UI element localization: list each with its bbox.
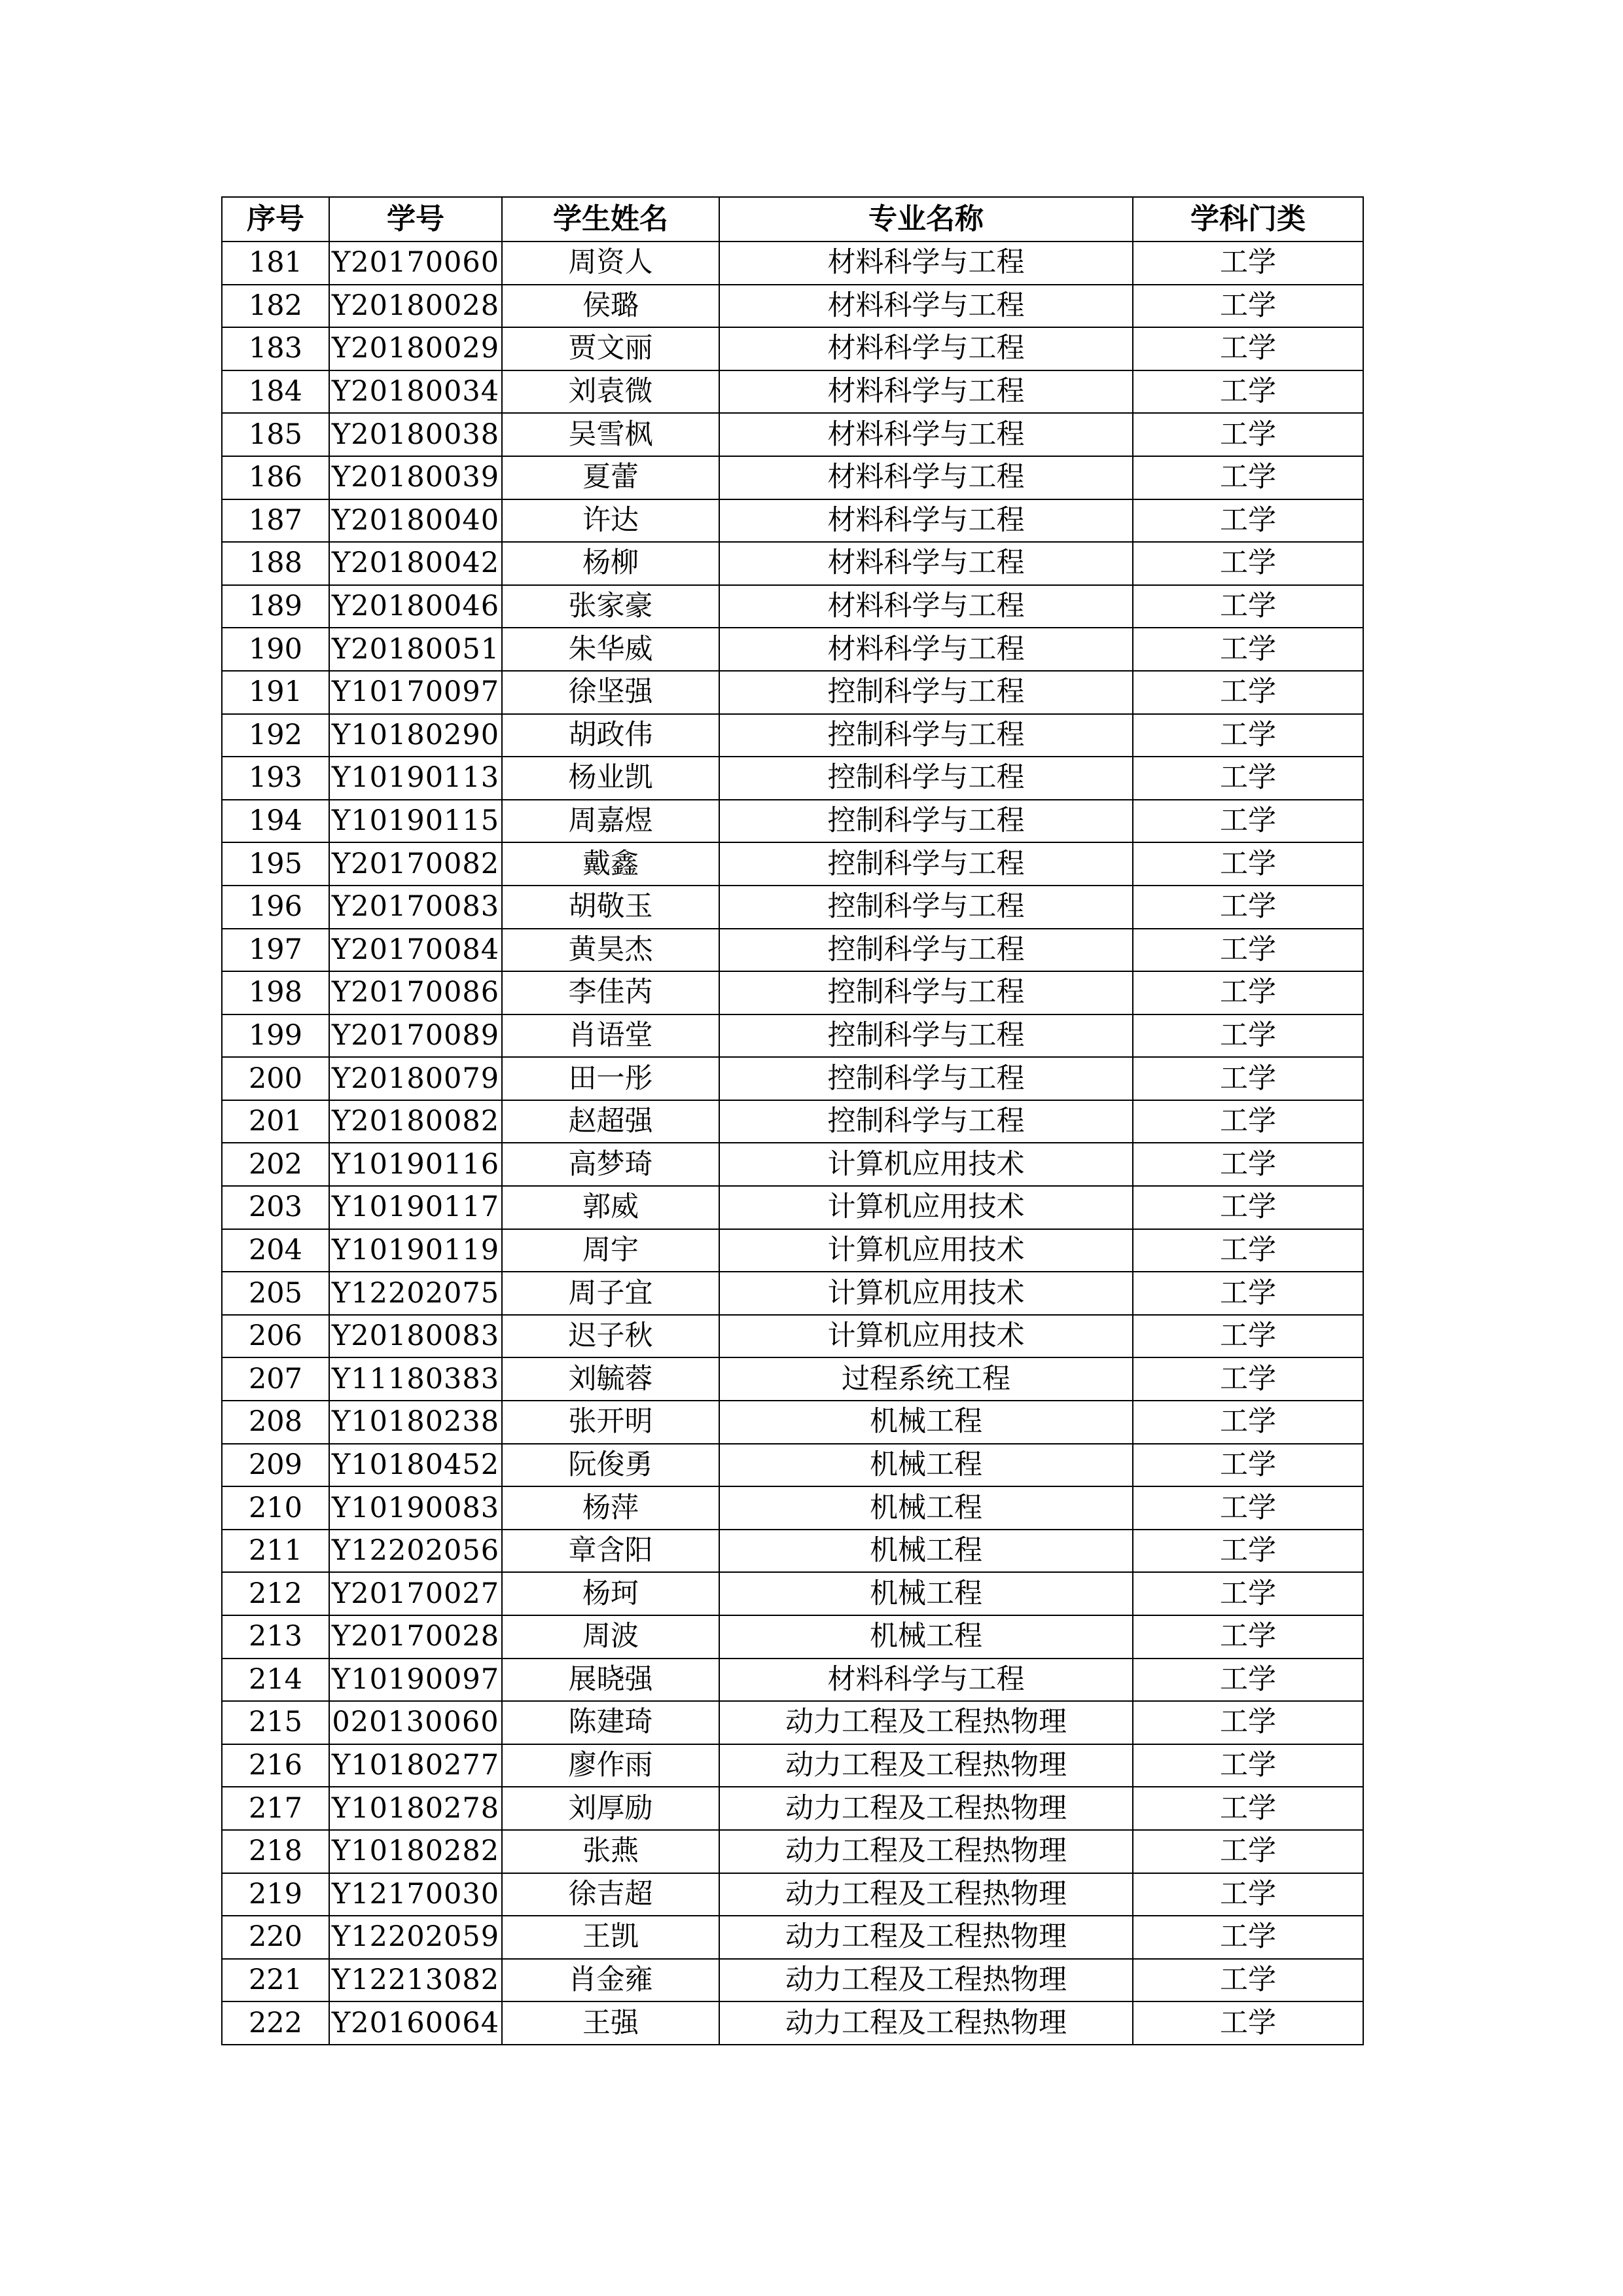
cell-seq: 220 (222, 1916, 329, 1959)
cell-student-id: Y10180277 (329, 1744, 502, 1787)
table-row (222, 1401, 1363, 1444)
cell-student-id: 020130060 (329, 1701, 502, 1744)
cell-major: 控制科学与工程 (719, 971, 1133, 1014)
cell-seq: 211 (222, 1530, 329, 1573)
student-roster-table (221, 196, 1364, 2045)
cell-student-id: Y20180051 (329, 628, 502, 671)
cell-student-id: Y20170083 (329, 886, 502, 929)
cell-student-name: 杨珂 (502, 1572, 719, 1615)
cell-major: 材料科学与工程 (719, 542, 1133, 585)
cell-major: 计算机应用技术 (719, 1315, 1133, 1358)
cell-seq: 196 (222, 886, 329, 929)
cell-discipline: 工学 (1133, 1014, 1363, 1058)
table-row (222, 1830, 1363, 1873)
cell-student-id: Y12202075 (329, 1272, 502, 1315)
cell-seq: 219 (222, 1873, 329, 1916)
cell-student-name: 侯璐 (502, 285, 719, 328)
cell-student-name: 赵超强 (502, 1100, 719, 1143)
table-row (222, 1701, 1363, 1744)
cell-discipline: 工学 (1133, 757, 1363, 800)
cell-student-name: 夏蕾 (502, 456, 719, 499)
header-student-name: 学生姓名 (502, 197, 719, 242)
cell-student-id: Y20180042 (329, 542, 502, 585)
table-row (222, 671, 1363, 714)
cell-student-name: 吴雪枫 (502, 413, 719, 456)
cell-student-name: 张开明 (502, 1401, 719, 1444)
cell-major: 动力工程及工程热物理 (719, 1787, 1133, 1830)
cell-discipline: 工学 (1133, 1873, 1363, 1916)
table-row (222, 499, 1363, 543)
cell-seq: 206 (222, 1315, 329, 1358)
cell-student-id: Y10190113 (329, 757, 502, 800)
cell-student-id: Y12202059 (329, 1916, 502, 1959)
cell-seq: 204 (222, 1229, 329, 1272)
cell-discipline: 工学 (1133, 585, 1363, 628)
cell-seq: 188 (222, 542, 329, 585)
header-student-id: 学号 (329, 197, 502, 242)
cell-discipline: 工学 (1133, 1572, 1363, 1615)
cell-major: 材料科学与工程 (719, 370, 1133, 414)
header-row (222, 197, 1363, 242)
cell-seq: 202 (222, 1143, 329, 1186)
cell-seq: 222 (222, 2001, 329, 2045)
cell-major: 动力工程及工程热物理 (719, 1959, 1133, 2002)
cell-student-id: Y10190083 (329, 1486, 502, 1530)
cell-discipline: 工学 (1133, 1787, 1363, 1830)
cell-major: 动力工程及工程热物理 (719, 1744, 1133, 1787)
cell-seq: 191 (222, 671, 329, 714)
table-row (222, 413, 1363, 456)
cell-discipline: 工学 (1133, 971, 1363, 1014)
cell-student-id: Y20180046 (329, 585, 502, 628)
table-row (222, 1530, 1363, 1573)
cell-major: 控制科学与工程 (719, 757, 1133, 800)
cell-discipline: 工学 (1133, 1229, 1363, 1272)
cell-major: 机械工程 (719, 1572, 1133, 1615)
cell-seq: 210 (222, 1486, 329, 1530)
cell-seq: 201 (222, 1100, 329, 1143)
table-row (222, 1100, 1363, 1143)
cell-seq: 199 (222, 1014, 329, 1058)
table-row (222, 242, 1363, 285)
cell-major: 控制科学与工程 (719, 800, 1133, 843)
header-seq: 序号 (222, 197, 329, 242)
cell-seq: 200 (222, 1057, 329, 1100)
cell-student-name: 杨业凯 (502, 757, 719, 800)
cell-discipline: 工学 (1133, 1186, 1363, 1229)
table-row (222, 1315, 1363, 1358)
cell-student-id: Y10180452 (329, 1444, 502, 1487)
table-row (222, 800, 1363, 843)
cell-student-name: 廖作雨 (502, 1744, 719, 1787)
cell-major: 机械工程 (719, 1615, 1133, 1659)
table-row (222, 886, 1363, 929)
cell-seq: 208 (222, 1401, 329, 1444)
cell-discipline: 工学 (1133, 714, 1363, 757)
cell-seq: 182 (222, 285, 329, 328)
table-row (222, 542, 1363, 585)
table-row (222, 628, 1363, 671)
cell-major: 计算机应用技术 (719, 1186, 1133, 1229)
cell-major: 动力工程及工程热物理 (719, 1916, 1133, 1959)
table-row (222, 585, 1363, 628)
cell-major: 控制科学与工程 (719, 1100, 1133, 1143)
cell-discipline: 工学 (1133, 1100, 1363, 1143)
table-row (222, 929, 1363, 972)
cell-major: 计算机应用技术 (719, 1272, 1133, 1315)
table-row (222, 1873, 1363, 1916)
cell-major: 动力工程及工程热物理 (719, 2001, 1133, 2045)
cell-student-id: Y20160064 (329, 2001, 502, 2045)
cell-student-id: Y20170084 (329, 929, 502, 972)
cell-seq: 181 (222, 242, 329, 285)
cell-student-id: Y11180383 (329, 1357, 502, 1401)
cell-student-id: Y10190117 (329, 1186, 502, 1229)
cell-student-id: Y20170089 (329, 1014, 502, 1058)
cell-major: 控制科学与工程 (719, 1057, 1133, 1100)
table-row (222, 1615, 1363, 1659)
cell-seq: 209 (222, 1444, 329, 1487)
cell-seq: 213 (222, 1615, 329, 1659)
header-discipline: 学科门类 (1133, 197, 1363, 242)
cell-student-name: 高梦琦 (502, 1143, 719, 1186)
cell-student-id: Y10190097 (329, 1659, 502, 1702)
cell-seq: 190 (222, 628, 329, 671)
cell-seq: 183 (222, 327, 329, 370)
cell-seq: 194 (222, 800, 329, 843)
cell-discipline: 工学 (1133, 1830, 1363, 1873)
cell-student-name: 杨柳 (502, 542, 719, 585)
cell-student-name: 周宇 (502, 1229, 719, 1272)
cell-seq: 216 (222, 1744, 329, 1787)
cell-major: 材料科学与工程 (719, 456, 1133, 499)
cell-student-id: Y20170028 (329, 1615, 502, 1659)
cell-student-name: 王凯 (502, 1916, 719, 1959)
cell-student-name: 肖语堂 (502, 1014, 719, 1058)
cell-student-name: 胡政伟 (502, 714, 719, 757)
table-row (222, 456, 1363, 499)
cell-discipline: 工学 (1133, 1057, 1363, 1100)
cell-student-id: Y10180290 (329, 714, 502, 757)
table-row (222, 285, 1363, 328)
cell-discipline: 工学 (1133, 370, 1363, 414)
cell-major: 材料科学与工程 (719, 327, 1133, 370)
cell-student-id: Y20180028 (329, 285, 502, 328)
cell-discipline: 工学 (1133, 1315, 1363, 1358)
table-row (222, 1057, 1363, 1100)
cell-seq: 192 (222, 714, 329, 757)
cell-student-name: 徐吉超 (502, 1873, 719, 1916)
table-row (222, 1014, 1363, 1058)
cell-student-id: Y10180282 (329, 1830, 502, 1873)
cell-seq: 185 (222, 413, 329, 456)
cell-discipline: 工学 (1133, 2001, 1363, 2045)
cell-discipline: 工学 (1133, 1916, 1363, 1959)
cell-major: 控制科学与工程 (719, 1014, 1133, 1058)
cell-student-id: Y20180029 (329, 327, 502, 370)
table-body (222, 242, 1363, 2045)
cell-student-name: 张家豪 (502, 585, 719, 628)
cell-student-name: 刘袁微 (502, 370, 719, 414)
cell-discipline: 工学 (1133, 1272, 1363, 1315)
cell-discipline: 工学 (1133, 327, 1363, 370)
cell-student-id: Y12170030 (329, 1873, 502, 1916)
cell-seq: 195 (222, 842, 329, 886)
cell-discipline: 工学 (1133, 671, 1363, 714)
cell-seq: 214 (222, 1659, 329, 1702)
table-row (222, 1143, 1363, 1186)
cell-student-name: 许达 (502, 499, 719, 543)
cell-discipline: 工学 (1133, 1959, 1363, 2002)
cell-seq: 203 (222, 1186, 329, 1229)
cell-student-name: 杨萍 (502, 1486, 719, 1530)
cell-seq: 207 (222, 1357, 329, 1401)
cell-student-id: Y20170060 (329, 242, 502, 285)
cell-discipline: 工学 (1133, 499, 1363, 543)
cell-discipline: 工学 (1133, 628, 1363, 671)
table-row (222, 1744, 1363, 1787)
cell-major: 计算机应用技术 (719, 1229, 1133, 1272)
cell-student-name: 郭威 (502, 1186, 719, 1229)
table-header (222, 197, 1363, 242)
cell-discipline: 工学 (1133, 1357, 1363, 1401)
cell-discipline: 工学 (1133, 1615, 1363, 1659)
cell-student-id: Y10190115 (329, 800, 502, 843)
cell-seq: 197 (222, 929, 329, 972)
cell-discipline: 工学 (1133, 1401, 1363, 1444)
cell-major: 材料科学与工程 (719, 1659, 1133, 1702)
cell-seq: 212 (222, 1572, 329, 1615)
cell-student-name: 迟子秋 (502, 1315, 719, 1358)
cell-major: 动力工程及工程热物理 (719, 1873, 1133, 1916)
cell-major: 机械工程 (719, 1444, 1133, 1487)
table-row (222, 714, 1363, 757)
cell-student-id: Y20180038 (329, 413, 502, 456)
cell-major: 材料科学与工程 (719, 585, 1133, 628)
cell-major: 动力工程及工程热物理 (719, 1830, 1133, 1873)
cell-student-name: 王强 (502, 2001, 719, 2045)
cell-seq: 189 (222, 585, 329, 628)
cell-discipline: 工学 (1133, 413, 1363, 456)
table-row (222, 757, 1363, 800)
cell-student-name: 刘毓蓉 (502, 1357, 719, 1401)
cell-major: 材料科学与工程 (719, 413, 1133, 456)
cell-discipline: 工学 (1133, 1744, 1363, 1787)
cell-student-id: Y10190116 (329, 1143, 502, 1186)
cell-student-id: Y20180040 (329, 499, 502, 543)
cell-student-name: 周子宜 (502, 1272, 719, 1315)
cell-major: 控制科学与工程 (719, 929, 1133, 972)
cell-student-id: Y20170082 (329, 842, 502, 886)
table-row (222, 1787, 1363, 1830)
header-major: 专业名称 (719, 197, 1133, 242)
cell-student-name: 戴鑫 (502, 842, 719, 886)
table-row (222, 1916, 1363, 1959)
cell-discipline: 工学 (1133, 285, 1363, 328)
cell-student-id: Y12202056 (329, 1530, 502, 1573)
cell-major: 机械工程 (719, 1530, 1133, 1573)
cell-seq: 217 (222, 1787, 329, 1830)
cell-seq: 205 (222, 1272, 329, 1315)
cell-student-name: 陈建琦 (502, 1701, 719, 1744)
cell-major: 控制科学与工程 (719, 886, 1133, 929)
cell-student-name: 张燕 (502, 1830, 719, 1873)
table-row (222, 1959, 1363, 2002)
cell-student-name: 朱华威 (502, 628, 719, 671)
cell-seq: 221 (222, 1959, 329, 2002)
cell-major: 过程系统工程 (719, 1357, 1133, 1401)
cell-major: 控制科学与工程 (719, 671, 1133, 714)
table-row (222, 370, 1363, 414)
cell-student-name: 黄昊杰 (502, 929, 719, 972)
cell-student-id: Y20170027 (329, 1572, 502, 1615)
table-row (222, 1444, 1363, 1487)
cell-student-name: 周嘉煜 (502, 800, 719, 843)
cell-student-name: 徐坚强 (502, 671, 719, 714)
cell-student-name: 展晓强 (502, 1659, 719, 1702)
cell-major: 材料科学与工程 (719, 242, 1133, 285)
cell-seq: 215 (222, 1701, 329, 1744)
cell-seq: 187 (222, 499, 329, 543)
table-row (222, 1486, 1363, 1530)
cell-major: 控制科学与工程 (719, 714, 1133, 757)
cell-major: 材料科学与工程 (719, 285, 1133, 328)
cell-discipline: 工学 (1133, 1486, 1363, 1530)
cell-seq: 184 (222, 370, 329, 414)
cell-discipline: 工学 (1133, 1530, 1363, 1573)
cell-major: 动力工程及工程热物理 (719, 1701, 1133, 1744)
cell-discipline: 工学 (1133, 542, 1363, 585)
table-row (222, 1186, 1363, 1229)
cell-student-id: Y10180238 (329, 1401, 502, 1444)
table-row (222, 971, 1363, 1014)
cell-major: 材料科学与工程 (719, 499, 1133, 543)
cell-seq: 193 (222, 757, 329, 800)
table-row (222, 1272, 1363, 1315)
cell-student-id: Y20180083 (329, 1315, 502, 1358)
cell-seq: 218 (222, 1830, 329, 1873)
table-row (222, 842, 1363, 886)
cell-student-id: Y20170086 (329, 971, 502, 1014)
cell-major: 控制科学与工程 (719, 842, 1133, 886)
cell-student-id: Y12213082 (329, 1959, 502, 2002)
table-row (222, 2001, 1363, 2045)
cell-discipline: 工学 (1133, 842, 1363, 886)
cell-discipline: 工学 (1133, 456, 1363, 499)
cell-student-id: Y20180082 (329, 1100, 502, 1143)
cell-student-name: 肖金雍 (502, 1959, 719, 2002)
cell-discipline: 工学 (1133, 1143, 1363, 1186)
cell-student-id: Y20180039 (329, 456, 502, 499)
cell-student-name: 阮俊勇 (502, 1444, 719, 1487)
table-row (222, 1229, 1363, 1272)
cell-discipline: 工学 (1133, 242, 1363, 285)
cell-discipline: 工学 (1133, 800, 1363, 843)
cell-discipline: 工学 (1133, 929, 1363, 972)
table-row (222, 1572, 1363, 1615)
cell-major: 材料科学与工程 (719, 628, 1133, 671)
cell-major: 机械工程 (719, 1401, 1133, 1444)
cell-student-name: 胡敬玉 (502, 886, 719, 929)
cell-discipline: 工学 (1133, 1444, 1363, 1487)
cell-student-id: Y20180079 (329, 1057, 502, 1100)
cell-student-name: 刘厚励 (502, 1787, 719, 1830)
cell-major: 机械工程 (719, 1486, 1133, 1530)
cell-seq: 186 (222, 456, 329, 499)
cell-student-id: Y10170097 (329, 671, 502, 714)
cell-student-name: 李佳芮 (502, 971, 719, 1014)
cell-discipline: 工学 (1133, 1659, 1363, 1702)
cell-discipline: 工学 (1133, 886, 1363, 929)
table-row (222, 1357, 1363, 1401)
cell-student-id: Y10180278 (329, 1787, 502, 1830)
cell-major: 计算机应用技术 (719, 1143, 1133, 1186)
cell-student-id: Y20180034 (329, 370, 502, 414)
cell-student-name: 周波 (502, 1615, 719, 1659)
cell-student-name: 章含阳 (502, 1530, 719, 1573)
cell-seq: 198 (222, 971, 329, 1014)
table-row (222, 327, 1363, 370)
cell-student-name: 贾文丽 (502, 327, 719, 370)
table-row (222, 1659, 1363, 1702)
cell-discipline: 工学 (1133, 1701, 1363, 1744)
cell-student-id: Y10190119 (329, 1229, 502, 1272)
cell-student-name: 田一彤 (502, 1057, 719, 1100)
cell-student-name: 周资人 (502, 242, 719, 285)
